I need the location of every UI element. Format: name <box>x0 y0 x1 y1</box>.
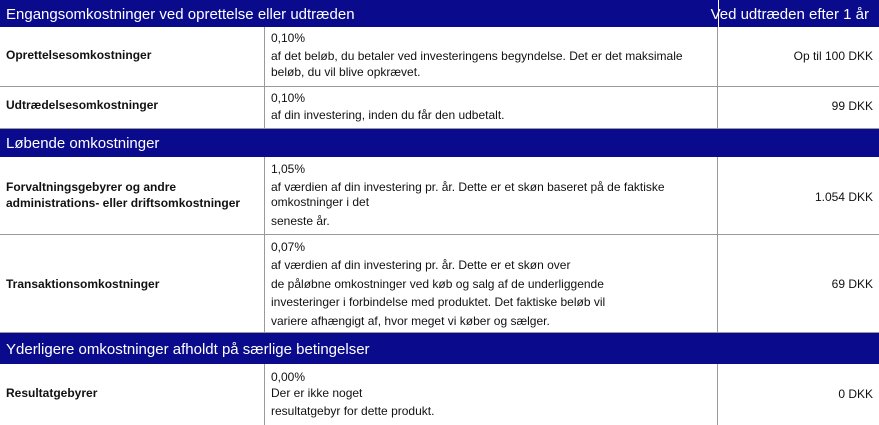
row-description-line: af værdien af din investering pr. år. Dette er et skøn over <box>271 258 571 272</box>
table-row <box>0 364 879 425</box>
section-header-running-costs <box>0 129 879 157</box>
row-name: Transaktionsomkostninger <box>6 277 160 291</box>
row-description-line: 1,05% <box>271 162 306 176</box>
table-row <box>0 235 879 333</box>
row-description-line: variere afhængigt af, hvor meget vi køber og sælger. <box>271 314 550 328</box>
row-value: 99 DKK <box>831 99 873 113</box>
row-description-cell <box>265 364 718 425</box>
section-header-one-off-costs <box>0 0 879 27</box>
row-name-cell <box>0 157 265 234</box>
row-description-line: 0,07% <box>271 240 306 254</box>
row-description-line: omkostninger i det <box>271 195 370 209</box>
row-description-cell <box>265 27 718 86</box>
row-value: 0 DKK <box>838 387 873 401</box>
row-value: 69 DKK <box>831 277 873 291</box>
table-row <box>0 157 879 235</box>
row-description-line: af din investering, inden du får den udbetalt. <box>271 108 505 122</box>
table-row <box>0 87 879 129</box>
row-description-line: seneste år. <box>271 214 330 228</box>
row-description-line: Der er ikke noget <box>271 386 363 400</box>
row-name-cell <box>0 364 265 425</box>
row-description-line: resultatgebyr for dette produkt. <box>271 404 435 418</box>
row-description-cell <box>265 87 718 128</box>
row-name: administrations- eller driftsomkostninger <box>6 196 241 210</box>
row-description-line: 0,00% <box>271 370 306 384</box>
row-description-cell <box>265 235 718 332</box>
row-name-cell <box>0 87 265 128</box>
row-name: Udtrædelsesomkostninger <box>6 98 159 112</box>
row-name-cell <box>0 27 265 86</box>
section-header-label: Yderligere omkostninger afholdt på særlige betingelser <box>6 341 370 358</box>
row-description-line: 0,10% <box>271 91 306 105</box>
row-description-line: beløb, du vil blive opkrævet. <box>271 65 421 79</box>
row-name: Oprettelsesomkostninger <box>6 48 152 62</box>
row-name: Forvaltningsgebyrer og andre <box>6 180 177 194</box>
row-description-line: 0,10% <box>271 31 306 45</box>
section-header-additional-costs <box>0 333 879 364</box>
row-description-line: af det beløb, du betaler ved investeringens begyndelse. Det er det maksimale <box>271 49 683 63</box>
row-value: Op til 100 DKK <box>793 49 873 63</box>
row-name-cell <box>0 235 265 332</box>
row-description-line: de påløbne omkostninger ved køb og salg af de underliggende <box>271 277 604 291</box>
row-description-line: af værdien af din investering pr. år. Dette er et skøn baseret på de faktiske <box>271 180 665 194</box>
row-description-line: investeringer i forbindelse med produktet. Det faktiske beløb vil <box>271 295 606 309</box>
table-row <box>0 27 879 87</box>
row-value: 1.054 DKK <box>814 190 873 204</box>
row-description-cell <box>265 157 718 234</box>
section-header-label: Løbende omkostninger <box>6 135 160 152</box>
section-header-label: Engangsomkostninger ved oprettelse eller udtræden <box>6 6 355 23</box>
column-header-exit-after-1-year: Ved udtræden efter 1 år <box>710 6 869 23</box>
row-name: Resultatgebyrer <box>6 386 98 400</box>
